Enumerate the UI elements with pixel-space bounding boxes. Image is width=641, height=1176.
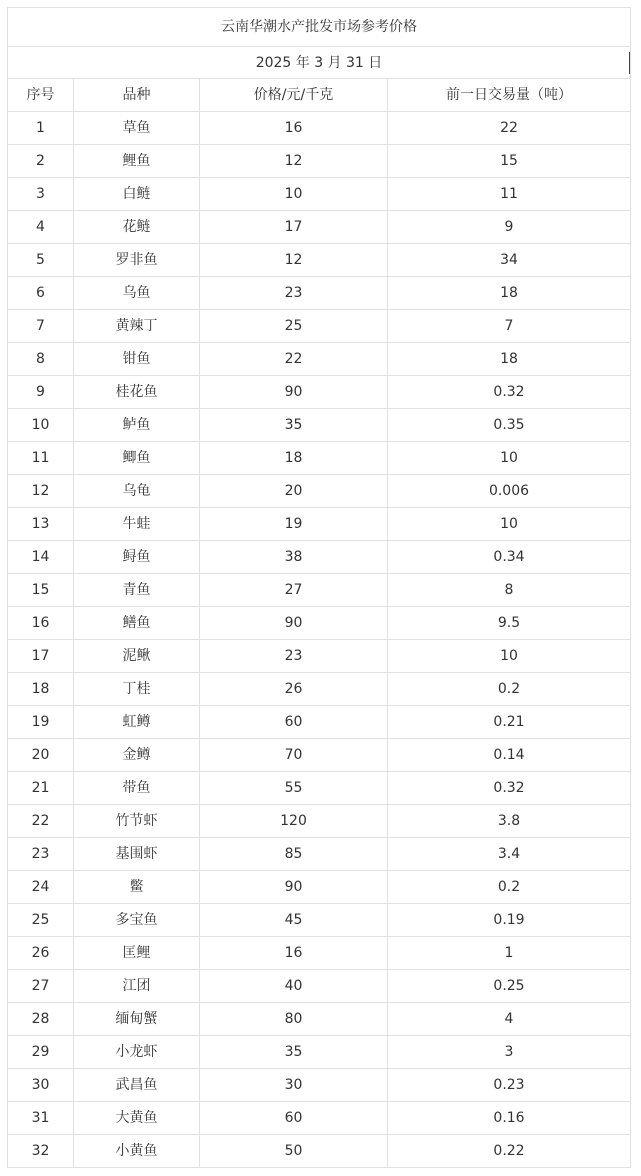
cell-variety: 白鲢 bbox=[74, 178, 200, 211]
table-title: 云南华潮水产批发市场参考价格 bbox=[8, 8, 631, 47]
cell-volume: 9 bbox=[388, 211, 631, 244]
table-row bbox=[8, 772, 631, 805]
cell-index: 19 bbox=[8, 706, 74, 739]
cell-price: 10 bbox=[200, 178, 388, 211]
header-cell-price: 价格/元/千克 bbox=[200, 79, 388, 112]
cell-index: 15 bbox=[8, 574, 74, 607]
cell-variety: 牛蛙 bbox=[74, 508, 200, 541]
cell-price: 50 bbox=[200, 1135, 388, 1168]
cell-index: 20 bbox=[8, 739, 74, 772]
table-row bbox=[8, 343, 631, 376]
cell-variety: 罗非鱼 bbox=[74, 244, 200, 277]
cell-volume: 8 bbox=[388, 574, 631, 607]
cell-price: 12 bbox=[200, 145, 388, 178]
cell-variety: 小龙虾 bbox=[74, 1036, 200, 1069]
cell-volume: 9.5 bbox=[388, 607, 631, 640]
cell-volume: 0.14 bbox=[388, 739, 631, 772]
cell-volume: 0.22 bbox=[388, 1135, 631, 1168]
table-row bbox=[8, 1069, 631, 1102]
table-row bbox=[8, 541, 631, 574]
cell-price: 30 bbox=[200, 1069, 388, 1102]
table-row bbox=[8, 871, 631, 904]
cell-price: 22 bbox=[200, 343, 388, 376]
table-row bbox=[8, 1003, 631, 1036]
cell-index: 5 bbox=[8, 244, 74, 277]
cell-price: 18 bbox=[200, 442, 388, 475]
cell-variety: 多宝鱼 bbox=[74, 904, 200, 937]
cell-index: 7 bbox=[8, 310, 74, 343]
cell-volume: 22 bbox=[388, 112, 631, 145]
cell-volume: 0.35 bbox=[388, 409, 631, 442]
table-row bbox=[8, 640, 631, 673]
cell-index: 9 bbox=[8, 376, 74, 409]
cell-price: 16 bbox=[200, 937, 388, 970]
cell-price: 26 bbox=[200, 673, 388, 706]
cell-index: 8 bbox=[8, 343, 74, 376]
table-row bbox=[8, 211, 631, 244]
cell-volume: 0.25 bbox=[388, 970, 631, 1003]
table-row bbox=[8, 706, 631, 739]
cell-variety: 泥鳅 bbox=[74, 640, 200, 673]
header-cell-variety: 品种 bbox=[74, 79, 200, 112]
cell-volume: 1 bbox=[388, 937, 631, 970]
table-date[interactable] bbox=[8, 47, 631, 79]
cell-index: 10 bbox=[8, 409, 74, 442]
table-row bbox=[8, 607, 631, 640]
cell-variety: 基围虾 bbox=[74, 838, 200, 871]
cell-variety: 黄辣丁 bbox=[74, 310, 200, 343]
table-row bbox=[8, 277, 631, 310]
cell-volume: 11 bbox=[388, 178, 631, 211]
cell-index: 29 bbox=[8, 1036, 74, 1069]
cell-price: 55 bbox=[200, 772, 388, 805]
cell-volume: 0.2 bbox=[388, 673, 631, 706]
table-row bbox=[8, 310, 631, 343]
cell-volume: 0.21 bbox=[388, 706, 631, 739]
table-row bbox=[8, 673, 631, 706]
cell-variety: 鲈鱼 bbox=[74, 409, 200, 442]
cell-volume: 0.006 bbox=[388, 475, 631, 508]
cell-index: 2 bbox=[8, 145, 74, 178]
price-table-container bbox=[7, 7, 630, 1168]
table-row bbox=[8, 574, 631, 607]
table-row bbox=[8, 244, 631, 277]
cell-variety: 花鲢 bbox=[74, 211, 200, 244]
cell-index: 12 bbox=[8, 475, 74, 508]
cell-volume: 18 bbox=[388, 277, 631, 310]
header-row bbox=[8, 79, 631, 112]
cell-volume: 7 bbox=[388, 310, 631, 343]
cell-index: 6 bbox=[8, 277, 74, 310]
cell-variety: 鲟鱼 bbox=[74, 541, 200, 574]
table-row bbox=[8, 904, 631, 937]
cell-volume: 0.19 bbox=[388, 904, 631, 937]
cell-variety: 钳鱼 bbox=[74, 343, 200, 376]
cell-price: 20 bbox=[200, 475, 388, 508]
cell-index: 11 bbox=[8, 442, 74, 475]
cell-volume: 0.32 bbox=[388, 376, 631, 409]
cell-index: 22 bbox=[8, 805, 74, 838]
cell-price: 16 bbox=[200, 112, 388, 145]
cell-variety: 丁桂 bbox=[74, 673, 200, 706]
cell-volume: 0.34 bbox=[388, 541, 631, 574]
cell-variety: 江团 bbox=[74, 970, 200, 1003]
cell-volume: 18 bbox=[388, 343, 631, 376]
cell-price: 19 bbox=[200, 508, 388, 541]
cell-index: 21 bbox=[8, 772, 74, 805]
cell-index: 27 bbox=[8, 970, 74, 1003]
cell-variety: 鳖 bbox=[74, 871, 200, 904]
cell-price: 60 bbox=[200, 1102, 388, 1135]
cell-price: 25 bbox=[200, 310, 388, 343]
price-table bbox=[7, 7, 631, 1168]
cell-variety: 草鱼 bbox=[74, 112, 200, 145]
cell-variety: 乌龟 bbox=[74, 475, 200, 508]
date-text: 2025 年 3 月 31 日 bbox=[255, 54, 383, 71]
cell-volume: 4 bbox=[388, 1003, 631, 1036]
cell-volume: 3.8 bbox=[388, 805, 631, 838]
cell-index: 4 bbox=[8, 211, 74, 244]
cell-volume: 0.16 bbox=[388, 1102, 631, 1135]
cell-index: 28 bbox=[8, 1003, 74, 1036]
cell-variety: 鲫鱼 bbox=[74, 442, 200, 475]
cell-variety: 大黄鱼 bbox=[74, 1102, 200, 1135]
cell-price: 60 bbox=[200, 706, 388, 739]
cell-variety: 鳝鱼 bbox=[74, 607, 200, 640]
table-row bbox=[8, 1102, 631, 1135]
cell-price: 45 bbox=[200, 904, 388, 937]
table-row bbox=[8, 475, 631, 508]
header-cell-index: 序号 bbox=[8, 79, 74, 112]
cell-variety: 金鳟 bbox=[74, 739, 200, 772]
cell-volume: 3.4 bbox=[388, 838, 631, 871]
cell-volume: 0.23 bbox=[388, 1069, 631, 1102]
cell-volume: 0.2 bbox=[388, 871, 631, 904]
table-row bbox=[8, 838, 631, 871]
cell-variety: 虹鳟 bbox=[74, 706, 200, 739]
cell-volume: 3 bbox=[388, 1036, 631, 1069]
cell-variety: 小黄鱼 bbox=[74, 1135, 200, 1168]
cell-index: 31 bbox=[8, 1102, 74, 1135]
cell-variety: 缅甸蟹 bbox=[74, 1003, 200, 1036]
table-row bbox=[8, 805, 631, 838]
cell-index: 32 bbox=[8, 1135, 74, 1168]
cell-index: 13 bbox=[8, 508, 74, 541]
cell-volume: 10 bbox=[388, 508, 631, 541]
cell-price: 80 bbox=[200, 1003, 388, 1036]
table-row bbox=[8, 739, 631, 772]
cell-index: 26 bbox=[8, 937, 74, 970]
cell-variety: 青鱼 bbox=[74, 574, 200, 607]
cell-price: 23 bbox=[200, 277, 388, 310]
cell-index: 24 bbox=[8, 871, 74, 904]
table-row bbox=[8, 376, 631, 409]
cell-index: 3 bbox=[8, 178, 74, 211]
cell-variety: 匡鲤 bbox=[74, 937, 200, 970]
cell-index: 16 bbox=[8, 607, 74, 640]
cell-variety: 乌鱼 bbox=[74, 277, 200, 310]
cell-price: 70 bbox=[200, 739, 388, 772]
table-row bbox=[8, 937, 631, 970]
cell-price: 90 bbox=[200, 376, 388, 409]
table-row bbox=[8, 442, 631, 475]
text-cursor bbox=[629, 52, 631, 74]
cell-price: 17 bbox=[200, 211, 388, 244]
cell-price: 85 bbox=[200, 838, 388, 871]
cell-index: 25 bbox=[8, 904, 74, 937]
cell-volume: 0.32 bbox=[388, 772, 631, 805]
cell-variety: 带鱼 bbox=[74, 772, 200, 805]
cell-index: 30 bbox=[8, 1069, 74, 1102]
cell-variety: 桂花鱼 bbox=[74, 376, 200, 409]
cell-volume: 10 bbox=[388, 640, 631, 673]
cell-price: 38 bbox=[200, 541, 388, 574]
cell-variety: 竹节虾 bbox=[74, 805, 200, 838]
cell-price: 35 bbox=[200, 409, 388, 442]
table-row bbox=[8, 178, 631, 211]
cell-variety: 武昌鱼 bbox=[74, 1069, 200, 1102]
cell-price: 90 bbox=[200, 871, 388, 904]
cell-index: 1 bbox=[8, 112, 74, 145]
table-row bbox=[8, 409, 631, 442]
cell-price: 12 bbox=[200, 244, 388, 277]
cell-volume: 34 bbox=[388, 244, 631, 277]
cell-price: 90 bbox=[200, 607, 388, 640]
cell-price: 40 bbox=[200, 970, 388, 1003]
cell-price: 35 bbox=[200, 1036, 388, 1069]
cell-index: 23 bbox=[8, 838, 74, 871]
table-row bbox=[8, 970, 631, 1003]
table-row bbox=[8, 112, 631, 145]
table-row bbox=[8, 1135, 631, 1168]
table-row bbox=[8, 1036, 631, 1069]
cell-price: 27 bbox=[200, 574, 388, 607]
cell-price: 23 bbox=[200, 640, 388, 673]
cell-variety: 鲤鱼 bbox=[74, 145, 200, 178]
table-row bbox=[8, 508, 631, 541]
cell-price: 120 bbox=[200, 805, 388, 838]
header-cell-volume: 前一日交易量（吨） bbox=[388, 79, 631, 112]
table-row bbox=[8, 145, 631, 178]
cell-volume: 10 bbox=[388, 442, 631, 475]
cell-index: 14 bbox=[8, 541, 74, 574]
cell-index: 18 bbox=[8, 673, 74, 706]
cell-volume: 15 bbox=[388, 145, 631, 178]
cell-index: 17 bbox=[8, 640, 74, 673]
